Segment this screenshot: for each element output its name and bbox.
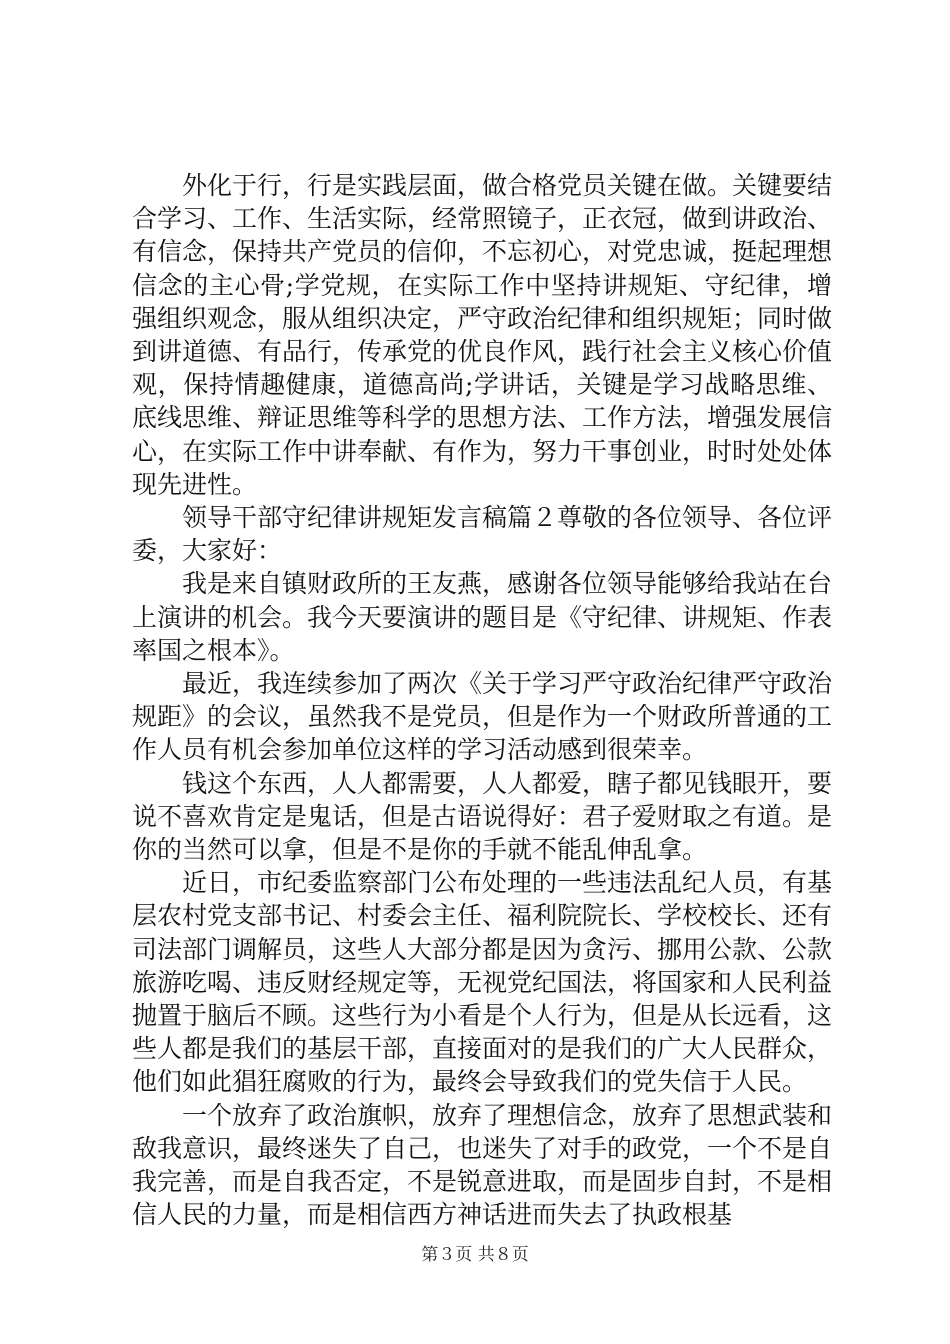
paragraph: 一个放弃了政治旗帜，放弃了理想信念，放弃了思想武装和敌我意识，最终迷失了自己，也迷失了对手的政党，一个不是自我完善，而是自我否定，不是锐意进取，而是固步自封，不是相信人民的力量，而是相信西方神话进而失去了执政根基	[132, 1100, 833, 1230]
paragraph: 钱这个东西，人人都需要，人人都爱，瞎子都见钱眼开，要说不喜欢肯定是鬼话，但是古语说得好：君子爱财取之有道。是你的当然可以拿，但是不是你的手就不能乱伸乱拿。	[132, 768, 833, 865]
paragraph: 最近，我连续参加了两次《关于学习严守政治纪律严守政治规距》的会议，虽然我不是党员，但是作为一个财政所普通的工作人员有机会参加单位这样的学习活动感到很荣幸。	[132, 669, 833, 765]
paragraph: 近日，市纪委监察部门公布处理的一些违法乱纪人员，有基层农村党支部书记、村委会主任、福利院院长、学校校长、还有司法部门调解员，这些人大部分都是因为贪污、挪用公款、公款旅游吃喝、违反财经规定等，无视党纪国法，将国家和人民利益抛置于脑后不顾。这些行为小看是个人行为，但是从长远看，这些人都是我们的基层干部，直接面对的是我们的广大人民群众，他们如此猖狂腐败的行为，最终会导致我们的党失信于人民。	[132, 868, 833, 1097]
document-body	[132, 169, 832, 1232]
paragraph: 领导干部守纪律讲规矩发言稿篇２尊敬的各位领导、各位评委，大家好：	[132, 503, 833, 566]
paragraph: 外化于行，行是实践层面，做合格党员关键在做。关键要结合学习、工作、生活实际，经常照镜子，正衣冠，做到讲政治、有信念，保持共产党员的信仰，不忘初心，对党忠诚，挺起理想信念的主心骨;学党规，在实际工作中坚持讲规矩、守纪律，增强组织观念，服从组织决定，严守政治纪律和组织规矩；同时做到讲道德、有品行，传承党的优良作风，践行社会主义核心价值观，保持情趣健康，道德高尚;学讲话，关键是学习战略思维、底线思维、辩证思维等科学的思想方法、工作方法，增强发展信心，在实际工作中讲奉献、有作为，努力干事创业，时时处处体现先进性。	[132, 171, 833, 499]
paragraph: 我是来自镇财政所的王友燕，感谢各位领导能够给我站在台上演讲的机会。我今天要演讲的题目是《守纪律、讲规矩、作表率国之根本》。	[132, 569, 833, 665]
page-number-footer: 第３页 共８页	[421, 1245, 529, 1265]
